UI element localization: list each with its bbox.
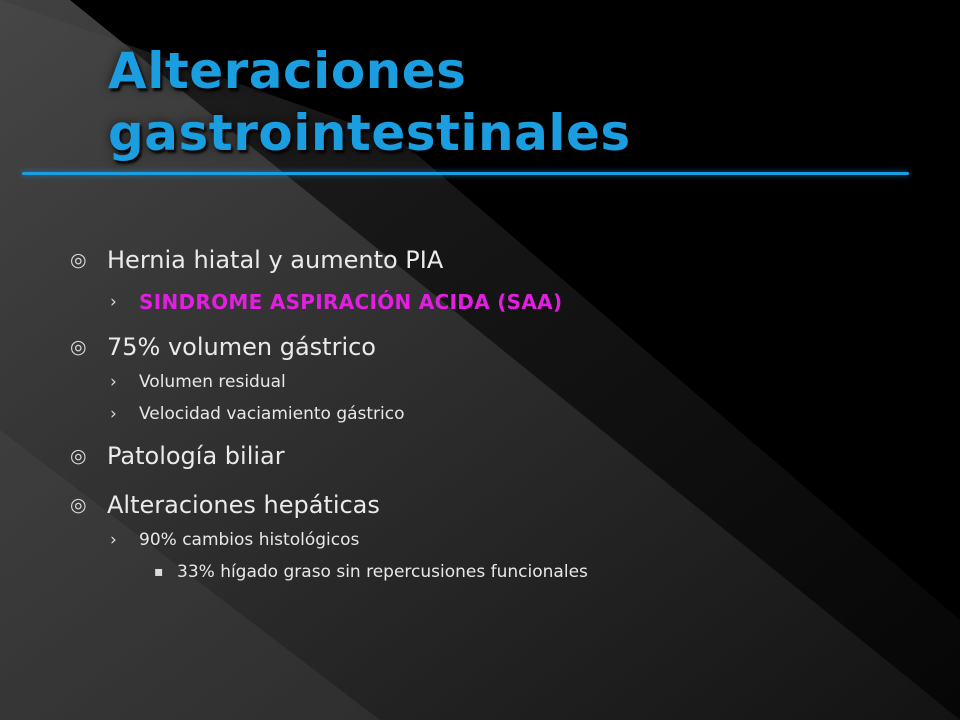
sub-bullet-text: Volumen residual	[139, 372, 286, 392]
highlighted-bullet-text: SINDROME ASPIRACIÓN ACIDA (SAA)	[139, 290, 563, 314]
title-underline	[22, 172, 909, 175]
chevron-right-icon: ›	[110, 404, 117, 424]
sub-bullet-item	[70, 527, 930, 553]
bullet-item	[70, 489, 930, 521]
sub-sub-bullet-text: 33% hígado graso sin repercusiones funcionales	[177, 562, 588, 582]
bullet-text: Alteraciones hepáticas	[107, 491, 380, 519]
bullet-text: Patología biliar	[107, 442, 285, 470]
small-square-bullet-icon: ▪	[154, 564, 164, 580]
chevron-right-icon: ›	[110, 530, 117, 550]
bullet-item	[70, 440, 930, 472]
circle-target-bullet-icon: ◎	[70, 249, 87, 271]
bullet-text: Hernia hiatal y aumento PIA	[107, 246, 444, 274]
sub-sub-bullet-item	[70, 559, 930, 585]
sub-bullet-item	[70, 369, 930, 395]
slide-title	[108, 40, 908, 164]
bullet-item	[70, 331, 930, 363]
sub-bullet-item	[70, 401, 930, 427]
circle-target-bullet-icon: ◎	[70, 336, 87, 358]
circle-target-bullet-icon: ◎	[70, 494, 87, 516]
circle-target-bullet-icon: ◎	[70, 445, 87, 467]
chevron-right-icon: ›	[110, 292, 117, 312]
title-line-2: gastrointestinales	[108, 104, 631, 162]
bullet-text: 75% volumen gástrico	[107, 333, 376, 361]
title-line-1: Alteraciones	[108, 42, 467, 100]
sub-bullet-item	[70, 289, 930, 317]
bullet-list	[70, 244, 930, 585]
chevron-right-icon: ›	[110, 372, 117, 392]
sub-bullet-text: Velocidad vaciamiento gástrico	[139, 404, 405, 424]
bullet-item	[70, 244, 930, 276]
sub-bullet-text: 90% cambios histológicos	[139, 530, 360, 550]
